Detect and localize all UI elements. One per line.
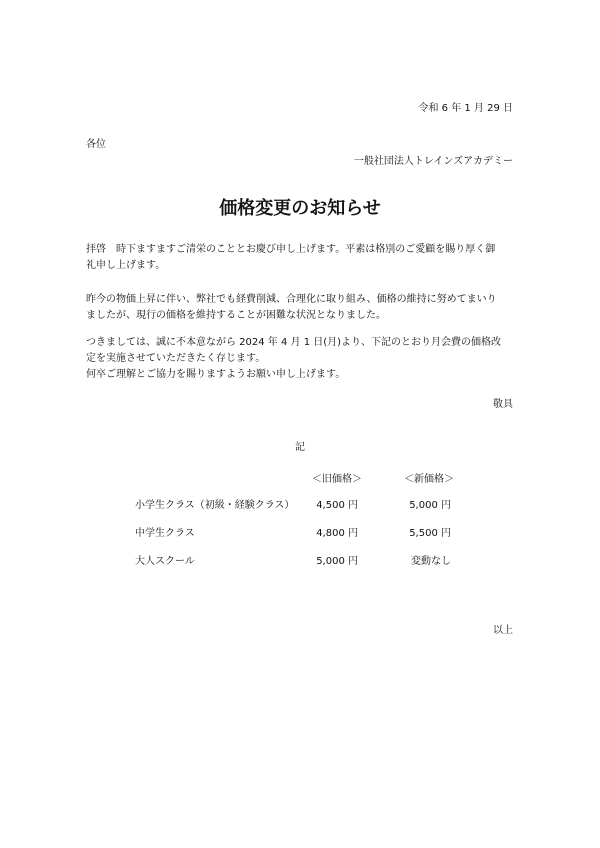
new-price: 5,000 円 (409, 500, 451, 511)
class-name: 中学生クラス (135, 528, 195, 539)
new-price-header: ＜新価格＞ (404, 474, 454, 485)
old-price-header: ＜旧価格＞ (312, 474, 362, 485)
old-price: 4,500 円 (316, 500, 358, 511)
addressee: 各位 (86, 139, 106, 150)
sender-name: 一般社団法人トレインズアカデミー (353, 156, 513, 167)
end-mark: 以上 (493, 625, 513, 636)
paragraph-line: 定を実施させていただきたく存じます。 (86, 353, 266, 364)
page-title: 価格変更のお知らせ (219, 198, 381, 219)
record-heading: 記 (295, 442, 305, 453)
table-row (0, 498, 600, 514)
class-name: 小学生クラス（初級・経験クラス） (135, 500, 295, 511)
paragraph-line: 昨今の物価上昇に伴い、弊社でも経費削減、合理化に取り組み、価格の維持に努めてまいり (86, 294, 497, 305)
reason-paragraph (86, 292, 516, 324)
new-price: 5,500 円 (409, 528, 451, 539)
paragraph-line: 何卒ご理解とご協力を賜りますようお願い申し上げます。 (86, 369, 346, 380)
class-name: 大人スクール (135, 556, 195, 567)
paragraph-line: つきましては、誠に不本意ながら 2024 年 4 月 1 日(月)より、下記のとおり月会費の価格改 (86, 337, 502, 348)
document-date: 令和 6 年 1 月 29 日 (418, 103, 513, 114)
paragraph-line: 拝啓 時下ますますご清栄のこととお慶び申し上げます。平素は格別のご愛顧を賜り厚く御 (86, 244, 496, 255)
table-row (0, 554, 600, 570)
old-price: 4,800 円 (316, 528, 358, 539)
announcement-paragraph (86, 335, 516, 383)
table-row (0, 526, 600, 542)
closing-word: 敬具 (493, 399, 513, 410)
old-price: 5,000 円 (316, 556, 358, 567)
new-price: 変動なし (411, 556, 451, 567)
paragraph-line: ましたが、現行の価格を維持することが困難な状況となりました。 (86, 310, 386, 321)
paragraph-line: 礼申し上げます。 (86, 260, 166, 271)
greeting-paragraph (86, 242, 516, 274)
